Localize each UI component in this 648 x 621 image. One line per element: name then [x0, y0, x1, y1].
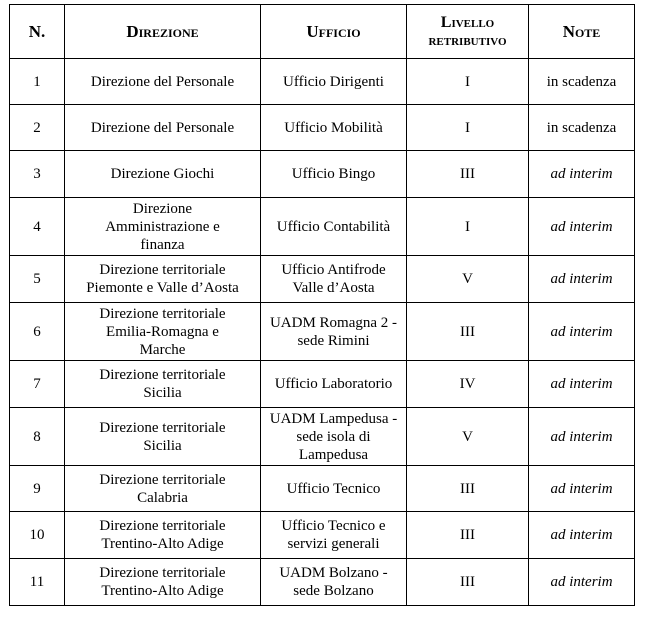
- cell-direzione-line: Direzione: [132, 200, 193, 217]
- table-body: [10, 59, 635, 606]
- cell-n: 9: [10, 466, 65, 512]
- cell-direzione-line: Direzione territoriale: [99, 518, 226, 534]
- cell-direzione: [65, 59, 261, 105]
- cell-livello: III: [407, 303, 529, 361]
- positions-table: [9, 4, 635, 606]
- cell-ufficio-line: sede Rimini: [297, 332, 370, 349]
- cell-direzione: [65, 105, 261, 151]
- cell-direzione-line: Direzione territoriale: [99, 419, 226, 436]
- cell-direzione: [65, 408, 261, 466]
- cell-direzione: [65, 256, 261, 303]
- cell-direzione-line: Emilia-Romagna e: [106, 323, 219, 340]
- cell-direzione-line: Direzione territoriale: [99, 367, 226, 383]
- cell-direzione-line: Direzione del Personale: [90, 73, 235, 90]
- cell-ufficio: [261, 466, 407, 512]
- cell-note: in scadenza: [529, 105, 635, 151]
- cell-ufficio: [261, 198, 407, 256]
- cell-n: 11: [10, 559, 65, 606]
- cell-note: ad interim: [529, 559, 635, 606]
- header-livello-line1: Livello: [440, 13, 495, 31]
- table-row: [10, 256, 635, 303]
- cell-note: ad interim: [529, 361, 635, 408]
- cell-livello: III: [407, 559, 529, 606]
- cell-ufficio: [261, 361, 407, 408]
- header-livello-line2: retributivo: [428, 31, 507, 49]
- cell-ufficio-line: Ufficio Mobilità: [284, 119, 383, 136]
- cell-direzione-line: Trentino-Alto Adige: [101, 583, 224, 599]
- cell-note: ad interim: [529, 512, 635, 559]
- cell-direzione: [65, 151, 261, 198]
- cell-livello: III: [407, 512, 529, 559]
- cell-direzione: [65, 466, 261, 512]
- cell-livello: III: [407, 151, 529, 198]
- cell-ufficio: [261, 408, 407, 466]
- cell-direzione: [65, 198, 261, 256]
- cell-direzione-line: Direzione del Personale: [90, 119, 235, 136]
- cell-direzione-line: finanza: [140, 236, 185, 253]
- cell-ufficio: [261, 59, 407, 105]
- cell-ufficio-line: Ufficio Antifrode: [281, 262, 386, 278]
- cell-direzione-line: Sicilia: [143, 385, 182, 401]
- table-row: [10, 198, 635, 256]
- cell-direzione-line: Amministrazione e: [105, 218, 220, 235]
- cell-direzione-line: Marche: [139, 341, 186, 358]
- cell-ufficio-line: Ufficio Tecnico e: [281, 518, 386, 534]
- header-n: N.: [10, 5, 65, 59]
- cell-n: 3: [10, 151, 65, 198]
- cell-note: ad interim: [529, 198, 635, 256]
- cell-ufficio-line: Ufficio Laboratorio: [274, 376, 393, 392]
- cell-livello: IV: [407, 361, 529, 408]
- cell-direzione: [65, 303, 261, 361]
- table-row: [10, 559, 635, 606]
- cell-note: ad interim: [529, 303, 635, 361]
- cell-n: 5: [10, 256, 65, 303]
- table-row: [10, 512, 635, 559]
- cell-ufficio-line: Ufficio Contabilità: [276, 218, 391, 235]
- cell-ufficio: [261, 512, 407, 559]
- cell-livello: V: [407, 256, 529, 303]
- cell-ufficio-line: UADM Bolzano -: [279, 565, 388, 581]
- cell-ufficio-line: Ufficio Bingo: [291, 166, 376, 182]
- cell-ufficio-line: Ufficio Dirigenti: [283, 73, 384, 90]
- cell-ufficio: [261, 256, 407, 303]
- table-row: [10, 466, 635, 512]
- cell-note: ad interim: [529, 151, 635, 198]
- cell-n: 6: [10, 303, 65, 361]
- cell-ufficio-line: sede Bolzano: [293, 583, 374, 599]
- cell-ufficio: [261, 151, 407, 198]
- header-direzione: Direzione: [65, 5, 261, 59]
- cell-ufficio-line: Lampedusa: [298, 446, 369, 463]
- cell-n: 7: [10, 361, 65, 408]
- table-row: [10, 59, 635, 105]
- cell-livello: I: [407, 105, 529, 151]
- header-ufficio: Ufficio: [261, 5, 407, 59]
- cell-livello: I: [407, 59, 529, 105]
- cell-note: ad interim: [529, 466, 635, 512]
- cell-direzione-line: Piemonte e Valle d’Aosta: [86, 280, 239, 296]
- cell-livello: I: [407, 198, 529, 256]
- header-note: Note: [529, 5, 635, 59]
- cell-direzione-line: Direzione Giochi: [110, 166, 215, 182]
- cell-ufficio-line: UADM Lampedusa -: [269, 410, 398, 427]
- table-row: [10, 361, 635, 408]
- cell-direzione-line: Calabria: [137, 489, 188, 506]
- cell-direzione-line: Direzione territoriale: [99, 305, 226, 322]
- cell-n: 8: [10, 408, 65, 466]
- cell-n: 4: [10, 198, 65, 256]
- table-row: [10, 303, 635, 361]
- cell-direzione: [65, 512, 261, 559]
- table-row: [10, 408, 635, 466]
- cell-n: 1: [10, 59, 65, 105]
- cell-n: 2: [10, 105, 65, 151]
- cell-direzione: [65, 361, 261, 408]
- header-livello: [407, 5, 529, 59]
- cell-ufficio: [261, 559, 407, 606]
- cell-direzione-line: Direzione territoriale: [99, 262, 226, 278]
- cell-livello: III: [407, 466, 529, 512]
- cell-ufficio-line: Valle d’Aosta: [292, 280, 375, 296]
- cell-ufficio: [261, 105, 407, 151]
- cell-n: 10: [10, 512, 65, 559]
- cell-direzione: [65, 559, 261, 606]
- cell-direzione-line: Trentino-Alto Adige: [101, 536, 224, 552]
- cell-livello: V: [407, 408, 529, 466]
- cell-ufficio-line: sede isola di: [296, 428, 371, 445]
- cell-ufficio-line: servizi generali: [287, 536, 380, 552]
- header-row: [10, 5, 635, 59]
- cell-ufficio-line: Ufficio Tecnico: [286, 480, 381, 497]
- cell-note: ad interim: [529, 256, 635, 303]
- table-row: [10, 105, 635, 151]
- cell-note: ad interim: [529, 408, 635, 466]
- cell-note: in scadenza: [529, 59, 635, 105]
- cell-direzione-line: Direzione territoriale: [99, 471, 226, 488]
- cell-direzione-line: Sicilia: [143, 437, 182, 454]
- cell-ufficio: [261, 303, 407, 361]
- cell-direzione-line: Direzione territoriale: [99, 565, 226, 581]
- cell-ufficio-line: UADM Romagna 2 -: [269, 314, 398, 331]
- table-row: [10, 151, 635, 198]
